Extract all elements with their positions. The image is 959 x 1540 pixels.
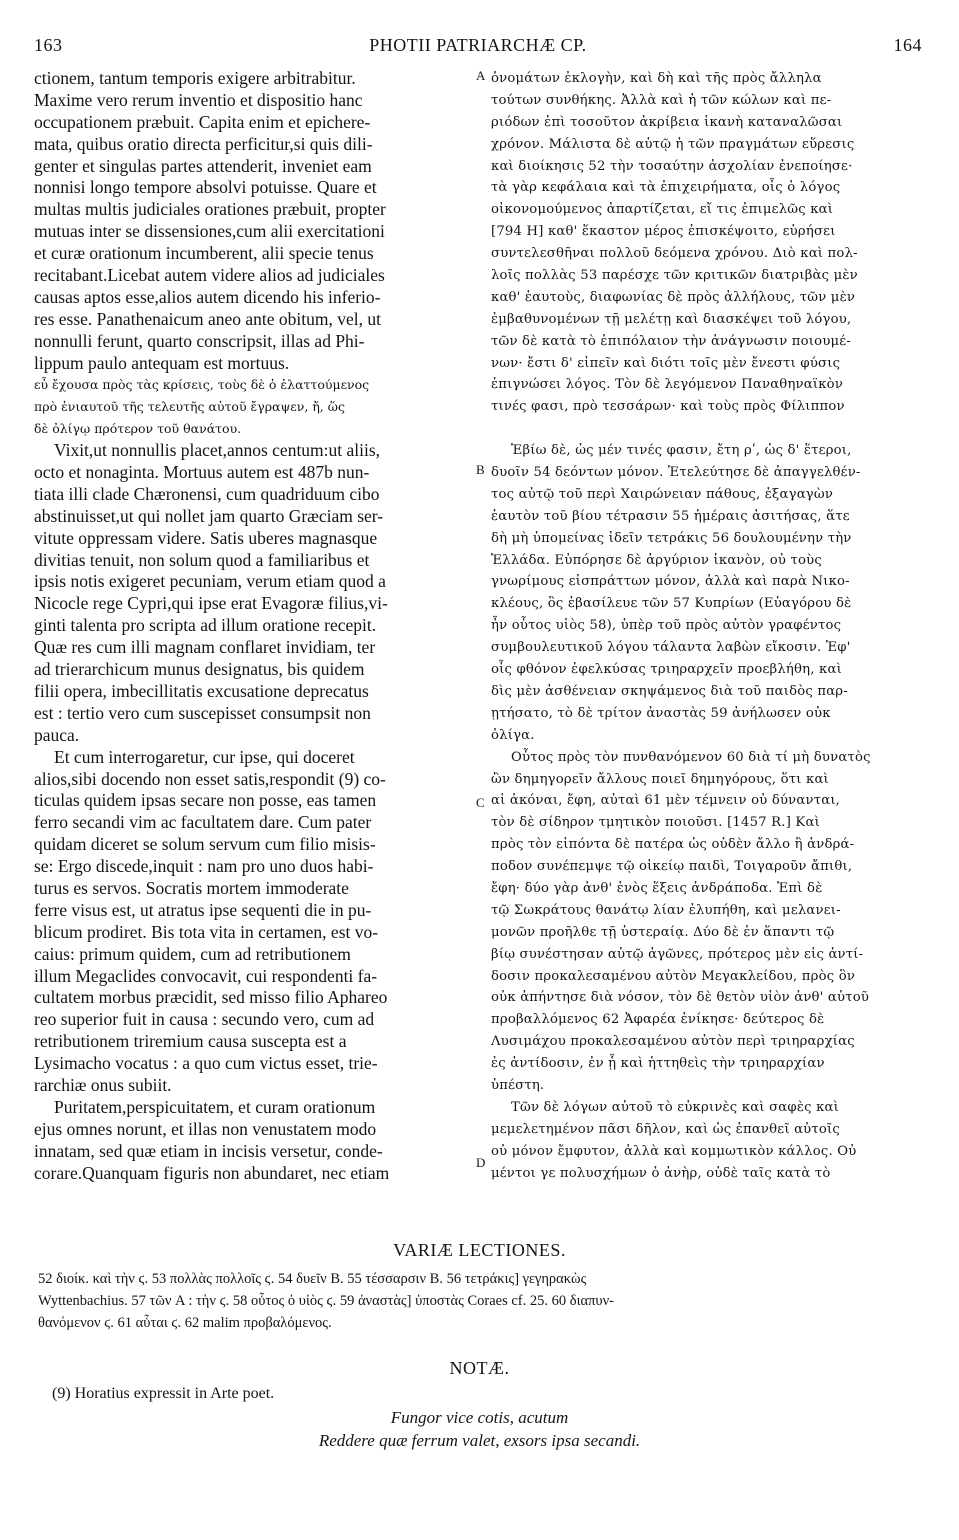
latin-line: εὖ ἔχουσα πρὸς τὰς κρίσεις, τοὺς δὲ ὁ ἐλαττούμενος <box>34 377 370 393</box>
page-header <box>34 35 922 59</box>
greek-line: βίῳ συνέστησαν αὐτῷ ἀγῶνες, πρότερος μὲν εἰς ἀντί- <box>491 946 864 962</box>
latin-line: cultatem morbus præcidit, sed misso filio Aphareo <box>34 987 388 1008</box>
latin-line: multas multis judiciales orationes præbuit, propter <box>34 199 386 220</box>
greek-line: καθ' ἑαυτοὺς, διαφωνίας δὲ πρὸς ἀλλήλους, τῶν μὲν <box>491 289 856 305</box>
latin-column <box>34 68 472 1184</box>
latin-line: occupationem præbuit. Capita enim et epichere- <box>34 111 371 132</box>
greek-line: συντελεσθῆναι πολλοῦ δεόμενα χρόνου. Διὸ καὶ πολ- <box>491 246 858 262</box>
greek-line: ὢν δημηγορεῖν ἄλλους ποιεῖ δημηγόρους, ὅτι καὶ <box>491 771 829 787</box>
greek-line: τὰ γὰρ κεφάλαια καὶ τὰ ἐπιχειρήματα, οἷς ὁ λόγος <box>491 180 841 196</box>
greek-line: ἑαυτὸν τοῦ βίου τέτρασιν 55 ἡμέραις ἀσιτήσας, ἅτε <box>491 508 850 524</box>
latin-line: abstinuisset,ut qui nollet jam quarto Græciam ser- <box>34 505 384 526</box>
greek-line: δοσιν προκαλεσαμένου αὐτὸν Μεγακλείδου, πρὸς ὃν <box>491 968 856 984</box>
latin-line: vitute oppressam videre. Satis uberes magnasque <box>34 527 378 548</box>
variae-line: Wyttenbachius. 57 τῶν A : τὴν ϛ. 58 οὗτος ὁ υἱὸς ϛ. 59 ἀναστὰς] ὑποστὰς Coraes cf. 25. 60 διαπυν- <box>38 1293 614 1309</box>
latin-line: Lysimacho vocatus : a quo cum victus esset, trie- <box>34 1053 378 1074</box>
greek-line: καὶ διοίκησις 52 τὴν τοσαύτην ἀσχολίαν ἐνεποίησε· <box>491 158 853 174</box>
latin-line: recitabant.Licebat autem videre alios ad judiciales <box>34 265 385 286</box>
greek-line: τος αὐτῷ τοῦ περὶ Χαιρώνειαν πάθους, ἐξαγαγὼν <box>491 486 834 502</box>
greek-line: οἰκονομούμενος ἀπαρτίζεται, εἴ τις ἐπιμελῶς καὶ <box>491 202 834 218</box>
latin-line: divitias tenuit, non solum quod a familiaribus et <box>34 549 370 570</box>
greek-line: κλέους, ὃς ἐβασίλευε τῶν 57 Κυπρίων (Εὐαγόρου δὲ <box>491 596 852 612</box>
latin-line: et curæ orationum incumberent, alii specie tenus <box>34 243 374 264</box>
greek-line: οἷς φθόνον ἐφελκύσας τριηραρχεῖν προεβλήθη, καὶ <box>491 662 842 678</box>
latin-line: πρὸ ἐνιαυτοῦ τῆς τελευτῆς αὐτοῦ ἔγραψεν, ἤ, ὥς <box>34 399 345 415</box>
latin-line: ticulas quidem ipsas secare non posse, eas tamen <box>34 790 377 811</box>
greek-line: ῃτήσατο, τὸ δὲ τρίτον ἀναστὰς 59 ἀνήλωσεν οὐκ <box>491 705 831 721</box>
latin-line: illum Megaclides convocavit, cui respondenti fa- <box>34 965 378 986</box>
greek-line <box>491 418 923 440</box>
latin-line: ferre visus est, ut atratus ipse sequenti die in pu- <box>34 899 372 920</box>
latin-line: causas aptos esse,alios autem dicendo his inferio- <box>34 286 381 307</box>
latin-line: ginti talenta pro scripta ad illum oratione recepit. <box>34 615 377 636</box>
greek-line: δὶς μὲν ἀσθένειαν σκηψάμενος διὰ τοῦ παιδὸς παρ- <box>491 683 848 699</box>
latin-line: octo et nonaginta. Mortuus autem est 487b nun- <box>34 462 370 483</box>
greek-line: τινές φασι, πρὸ τεσσάρων· καὶ τοὺς πρὸς Φίλιππον <box>491 399 845 415</box>
latin-line: genter et singulas partes attenderit, inveniet eam <box>34 155 372 176</box>
latin-line: corare.Quanquam figuris non abundaret, nec etiam <box>34 1162 390 1183</box>
margin-letter-d: D <box>476 1155 486 1170</box>
greek-line: ἐπιγνώσει λόγος. Τὸν δὲ λεγόμενον Παναθηναϊκὸν <box>491 377 844 393</box>
right-page-number: 164 <box>893 35 922 55</box>
greek-line: [794 H] καθ' ἕκαστον μέρος ἐπισκέψοιτο, εὑρήσει <box>491 224 836 240</box>
variae-line: 52 διοίκ. καὶ τὴν ϛ. 53 πολλὰς πολλοῖς ϛ. 54 δυεῖν B. 55 τέσσαρσιν B. 56 τετράκις] γεγηρακὼς <box>38 1271 587 1287</box>
margin-letter-b: B <box>476 462 485 477</box>
greek-line: ποδον συνέπεμψε τῷ οἰκείῳ παιδὶ, Τοιγαροῦν ἄπιθι, <box>491 859 853 875</box>
latin-line: nonnulli ferunt, quarto conscripsit, illas ad Phi- <box>34 330 365 351</box>
latin-line: ejus omnes norunt, et illas non venustatem modo <box>34 1118 377 1139</box>
latin-line: blicum prodiret. Bis tota vita in certamen, est vo- <box>34 921 379 942</box>
greek-line: ριόδων ἐπὶ τοσοῦτον ἀκρίβεια ἱκανὴ καταναλῶσαι <box>491 114 843 130</box>
greek-line: ἐς ἀντίδοσιν, ἐν ᾗ καὶ ἡττηθεὶς τὴν τριηραρχίαν <box>491 1056 825 1072</box>
greek-line: Ἐβίω δὲ, ὡς μέν τινές φασιν, ἔτη ρʹ, ὡς δ' ἕτεροι, <box>511 443 852 459</box>
latin-line: Maxime vero rerum inventio et dispositio hanc <box>34 89 363 110</box>
greek-line: μονῶν προῆλθε τῇ ὑστεραίᾳ. Δύο δὲ ἐν ἅπαντι τῷ <box>491 924 835 940</box>
greek-line: τῷ Σωκράτους θανάτῳ λίαν ἐλυπήθη, καὶ μελανει- <box>491 902 841 918</box>
latin-line: ctionem, tantum temporis exigere arbitrabitur. <box>34 68 356 88</box>
greek-line: ἦν οὗτος υἱὸς 58), ὑπὲρ τοῦ πρὸς αὐτὸν γραφέντος <box>491 618 842 634</box>
greek-line: τὸν δὲ σίδηρον τμητικὸν ποιοῦσι. [1457 R.] Καὶ <box>491 815 820 831</box>
greek-line: ἔφη· δύο γὰρ ἀνθ' ἑνὸς ἕξεις ἀνδράποδα. Ἐπὶ δὲ <box>491 880 823 896</box>
latin-line: est : tertio vero cum suscepisset consumpsit non <box>34 702 371 723</box>
greek-line: τῶν δὲ κατὰ τὸ ἐπιπόλαιον τὴν ἀνάγνωσιν ποιουμέ- <box>491 333 851 349</box>
variae-line: θανόμενον ϛ. 61 αὗται ϛ. 62 malim προβαλόμενος. <box>38 1315 332 1331</box>
latin-line: mata, quibus oratio directa perficitur,si quis dili- <box>34 133 373 154</box>
latin-line: turus es servos. Socratis mortem immoderate <box>34 877 349 898</box>
variae-heading: VARIÆ LECTIONES. <box>393 1240 566 1260</box>
greek-line: Τῶν δὲ λόγων αὐτοῦ τὸ εὐκρινὲς καὶ σαφὲς καὶ <box>511 1099 840 1115</box>
latin-line: ad trierarchicum munus designatus, bis quidem <box>34 659 365 680</box>
margin-letter-a: A <box>476 68 486 83</box>
latin-line: res esse. Panathenaicum aneo ante obitum, vel, ut <box>34 308 381 329</box>
latin-line: Puritatem,perspicuitatem, et curam orationum <box>54 1096 376 1117</box>
greek-line: Ἑλλάδα. Εὐπόρησε δὲ ἀργύριον ἱκανὸν, οὐ τοὺς <box>491 552 822 568</box>
latin-line: se: Ergo discede,inquit : nam pro uno duos habi- <box>34 856 374 877</box>
margin-letter-c: C <box>476 795 485 810</box>
greek-line: δὴ μὴ ὑπομείνας ἰδεῖν τετράκις 56 δουλουμένην τὴν <box>491 530 852 546</box>
left-page-number: 163 <box>34 35 63 55</box>
latin-line: ipsis notis exigeret pecuniam, verum etiam quod a <box>34 571 386 592</box>
latin-line: pauca. <box>34 724 80 745</box>
latin-line: innatam, sed quæ etiam in incisis versetur, conde- <box>34 1140 383 1161</box>
greek-line: χρόνον. Μάλιστα δὲ αὐτῷ ἡ τῶν πραγμάτων εὕρεσις <box>491 136 855 152</box>
greek-line: ὀλίγα. <box>491 727 535 743</box>
greek-column <box>491 68 923 1184</box>
greek-line: πρὸς τὸν εἰπόντα δὲ πατέρα ὡς οὐδὲν ἄλλο ἢ ἀνδρά- <box>491 837 855 853</box>
greek-line: γνωρίμους εἰσπράττων μόνον, ἀλλὰ καὶ παρὰ Νικο- <box>491 574 850 590</box>
latin-line: retributionem triremium causa suscepta est a <box>34 1031 347 1052</box>
running-title: PHOTII PATRIARCHÆ CP. <box>369 35 587 55</box>
greek-line: οὐκ ἀπήντησε διὰ νόσον, τὸν δὲ θετὸν υἱὸν ἀνθ' αὐτοῦ <box>491 990 870 1006</box>
latin-line: filii opera, imbecillitatis excusatione deprecatus <box>34 680 369 701</box>
greek-line: νων· ἔστι δ' εἰπεῖν καὶ διότι τοῖς μὲν ἔνεστι φύσις <box>491 355 841 371</box>
latin-line: Vixit,ut nonnullis placet,annos centum:ut aliis, <box>54 440 381 461</box>
greek-line: ὑπέστη. <box>491 1077 545 1093</box>
horace-quote-line-1: Fungor vice cotis, acutum <box>390 1408 569 1427</box>
latin-line: alios,sibi docendo non esset satis,respondit (9) co- <box>34 768 386 789</box>
latin-line: δὲ ὀλίγῳ πρότερον τοῦ θανάτου. <box>34 421 242 437</box>
greek-line: μεμελετημένον πᾶσι δῆλον, καὶ ὡς ἐπανθεῖ αὐτοῖς <box>491 1121 840 1137</box>
latin-line: caius: primum quidem, cum ad retributionem <box>34 943 351 964</box>
greek-line: προβαλλόμενος 62 Ἀφαρέα ἐνίκησε· δεύτερος δὲ <box>491 1012 825 1028</box>
latin-line: nonnisi longo tempore absolvi potuisse. Quare et <box>34 177 377 198</box>
latin-line: reo superior fuit in causa : secundo vero, cum ad <box>34 1009 375 1030</box>
greek-line: λοῖς πολλὰς 53 παρέσχε τῶν κριτικῶν διατριβὰς μὲν <box>491 268 858 284</box>
greek-line: οὐ μόνον ἔμφυτον, ἀλλὰ καὶ κομμωτικὸν κάλλος. Οὐ <box>491 1143 857 1159</box>
latin-line: mutuas inter se dissensiones,cum alii exercitationi <box>34 221 385 242</box>
greek-line: μέντοι γε πολυσχήμων ὁ ἀνὴρ, οὐδὲ ταῖς κατὰ τὸ <box>491 1165 831 1181</box>
latin-line: lippum paulo antequam est mortuus. <box>34 352 290 373</box>
latin-line: Quæ res cum illi magnam conflaret invidiam, ter <box>34 637 376 658</box>
greek-line: συμβουλευτικοῦ λόγου τάλαντα λαβὼν εἴκοσιν. Ἐφ' <box>491 640 851 656</box>
latin-line: Nicocle rege Cypri,qui ipse erat Evagoræ filius,vi- <box>34 593 388 614</box>
notae-heading: NOTÆ. <box>449 1358 510 1378</box>
greek-line: τούτων συνθήκης. Ἀλλὰ καὶ ἡ τῶν κώλων καὶ πε- <box>491 92 832 108</box>
latin-line: ferro secandi vim ac facultatem dare. Cum pater <box>34 812 372 833</box>
greek-line: δυοῖν 54 δεόντων μόνον. Ἐτελεύτησε δὲ ἀπαγγελθέν- <box>491 465 861 481</box>
latin-line: quidam diceret se solum servum cum filio misis- <box>34 834 376 855</box>
greek-line: αἱ ἀκόναι, ἔφη, αὐταὶ 61 μὲν τέμνειν οὐ δύνανται, <box>491 793 841 809</box>
latin-line: rarchiæ onus subiit. <box>34 1074 172 1095</box>
greek-line: Οὗτος πρὸς τὸν πυνθανόμενον 60 διὰ τί μὴ δυνατὸς <box>511 749 871 765</box>
note-9: (9) Horatius expressit in Arte poet. <box>52 1385 275 1402</box>
variae-lectiones <box>38 1268 923 1334</box>
horace-quote-line-2: Reddere quæ ferrum valet, exsors ipsa secandi. <box>318 1431 641 1450</box>
greek-line: Λυσιμάχου προκαλεσαμένου αὐτὸν περὶ τριηραρχίας <box>491 1034 855 1050</box>
greek-line: ὀνομάτων ἐκλογὴν, καὶ δὴ καὶ τῆς πρὸς ἄλληλα <box>491 71 822 86</box>
latin-line: Et cum interrogaretur, cur ipse, qui doceret <box>54 746 355 767</box>
latin-line: tiata illi clade Chæronensi, cum quadriduum cibo <box>34 483 380 504</box>
greek-line: ἐμβαθυνομένων τῇ μελέτῃ καὶ διασκέψει τοῦ λόγου, <box>491 311 852 327</box>
